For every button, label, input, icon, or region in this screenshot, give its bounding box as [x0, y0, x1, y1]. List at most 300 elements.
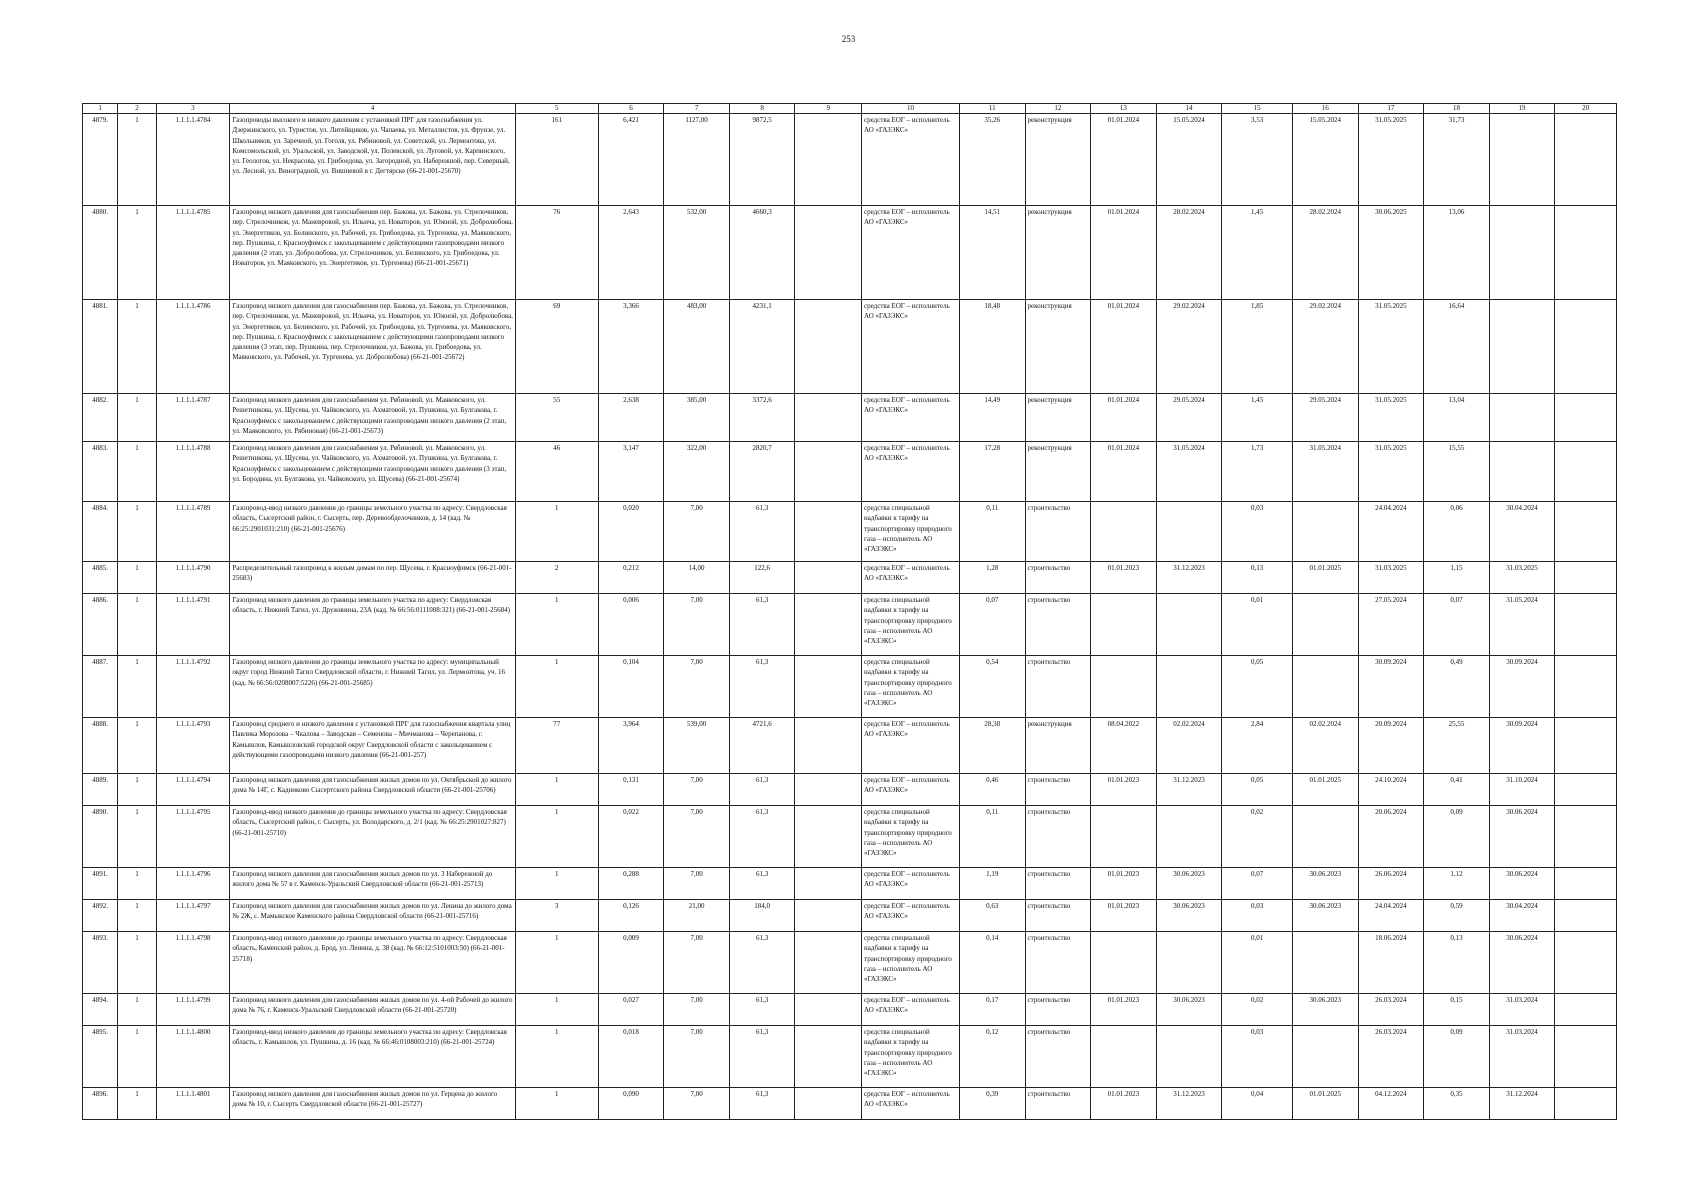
table-cell-col-9 — [795, 656, 862, 718]
table-cell-col-5: 55 — [515, 394, 598, 442]
table-cell-col-16: 30.06.2023 — [1292, 994, 1358, 1026]
table-cell-col-12: строительство — [1025, 900, 1091, 932]
table-cell-col-8: 4231,1 — [729, 300, 795, 394]
table-cell-col-18: 0,41 — [1424, 774, 1490, 806]
table-cell-col-11: 28,38 — [959, 718, 1025, 774]
table-cell-col-9 — [795, 502, 862, 562]
column-number-header: 1 — [83, 104, 118, 114]
table-cell-col-11: 0,11 — [959, 502, 1025, 562]
table-cell-col-9 — [795, 1026, 862, 1088]
table-cell-col-14: 30.06.2023 — [1156, 994, 1222, 1026]
table-cell-col-10: средства ЕОГ – исполнитель АО «ГАЗЭКС» — [862, 206, 960, 300]
table-cell-col-6: 3,147 — [598, 442, 664, 502]
table-cell-col-13: 01.01.2023 — [1091, 900, 1157, 932]
table-cell-col-17: 18.06.2024 — [1358, 932, 1424, 994]
table-cell-col-20 — [1555, 994, 1617, 1026]
table-cell-col-2: 1 — [118, 206, 156, 300]
table-cell-col-19: 30.09.2024 — [1489, 718, 1555, 774]
table-cell-col-3: 1.1.1.1.4793 — [156, 718, 230, 774]
table-cell-col-18: 1,12 — [1424, 868, 1490, 900]
table-cell-col-13: 01.01.2024 — [1091, 114, 1157, 206]
table-cell-col-11: 0,07 — [959, 594, 1025, 656]
table-cell-col-13 — [1091, 656, 1157, 718]
table-cell-col-5: 76 — [515, 206, 598, 300]
table-cell-col-7: 1127,00 — [664, 114, 730, 206]
table-cell-col-10: средства ЕОГ – исполнитель АО «ГАЗЭКС» — [862, 994, 960, 1026]
table-row — [83, 442, 1617, 502]
table-cell-col-4: Газопроводы высокого и низкого давления с установкой ПРГ для газоснабжения ул. Дзержинского, ул. Туристов, ул. Литейщиков, ул. Чапаева, ул. Металлистов, ул. Фрунзе, ул. Школьников, ул. Заречной, ул. Гоголя, ул. Рябиновой, ул. Советской, ул. Лермонтова, ул. Комсомольской, ул. Уральской, ул. Заводской, ул. Полевской, ул. Луговой, ул. Карпинского, ул. Геологов, ул. Некрасова, ул. Грибоедова, ул. Загородной, ул. Набережной, пер. Северный, ул. Лесной, ул. Виноградной, ул. Вишневой в г. Дегтярске (66-21-001-25670) — [230, 114, 516, 206]
table-cell-col-20 — [1555, 502, 1617, 562]
table-cell-col-17: 31.05.2025 — [1358, 394, 1424, 442]
table-cell-col-20 — [1555, 718, 1617, 774]
table-cell-col-10: средства ЕОГ – исполнитель АО «ГАЗЭКС» — [862, 300, 960, 394]
column-number-header: 11 — [959, 104, 1025, 114]
table-cell-col-19 — [1489, 442, 1555, 502]
table-cell-col-10: средства ЕОГ – исполнитель АО «ГАЗЭКС» — [862, 774, 960, 806]
table-cell-col-11: 14,49 — [959, 394, 1025, 442]
column-number-header: 4 — [230, 104, 516, 114]
table-cell-col-15: 0,13 — [1222, 562, 1293, 594]
table-cell-col-14 — [1156, 594, 1222, 656]
table-cell-col-19: 30.09.2024 — [1489, 656, 1555, 718]
table-cell-col-12: реконструкция — [1025, 718, 1091, 774]
table-cell-col-5: 161 — [515, 114, 598, 206]
table-cell-col-13: 01.01.2023 — [1091, 774, 1157, 806]
table-cell-col-3: 1.1.1.1.4796 — [156, 868, 230, 900]
table-cell-col-16: 15.05.2024 — [1292, 114, 1358, 206]
table-cell-col-18: 16,64 — [1424, 300, 1490, 394]
table-cell-col-5: 1 — [515, 1088, 598, 1120]
table-cell-col-3: 1.1.1.1.4798 — [156, 932, 230, 994]
table-cell-col-19: 31.12.2024 — [1489, 1088, 1555, 1120]
table-cell-col-9 — [795, 442, 862, 502]
table-cell-col-10: средства специальной надбавки к тарифу на транспортировку природного газа – исполнитель АО «ГАЗЭКС» — [862, 806, 960, 868]
table-cell-col-2: 1 — [118, 594, 156, 656]
table-cell-col-19: 30.06.2024 — [1489, 806, 1555, 868]
table-cell-col-5: 1 — [515, 502, 598, 562]
table-cell-col-5: 1 — [515, 1026, 598, 1088]
table-cell-col-12: реконструкция — [1025, 394, 1091, 442]
table-cell-col-1: 4882. — [83, 394, 118, 442]
table-cell-col-2: 1 — [118, 868, 156, 900]
table-cell-col-3: 1.1.1.1.4789 — [156, 502, 230, 562]
table-cell-col-13 — [1091, 502, 1157, 562]
table-cell-col-3: 1.1.1.1.4799 — [156, 994, 230, 1026]
table-cell-col-10: средства специальной надбавки к тарифу на транспортировку природного газа – исполнитель АО «ГАЗЭКС» — [862, 502, 960, 562]
table-cell-col-19: 31.10.2024 — [1489, 774, 1555, 806]
table-cell-col-18: 0,06 — [1424, 502, 1490, 562]
table-cell-col-12: строительство — [1025, 806, 1091, 868]
table-cell-col-12: реконструкция — [1025, 300, 1091, 394]
table-cell-col-17: 26.06.2024 — [1358, 868, 1424, 900]
table-cell-col-3: 1.1.1.1.4787 — [156, 394, 230, 442]
table-cell-col-19 — [1489, 394, 1555, 442]
table-cell-col-14: 31.05.2024 — [1156, 442, 1222, 502]
table-cell-col-8: 4660,3 — [729, 206, 795, 300]
column-number-header: 15 — [1222, 104, 1293, 114]
table-cell-col-8: 61,3 — [729, 502, 795, 562]
table-row — [83, 1088, 1617, 1120]
table-cell-col-12: строительство — [1025, 562, 1091, 594]
table-cell-col-4: Газопровод низкого давления до границы земельного участка по адресу: Свердловская область, г. Нижний Тагил, ул. Дружинина, 23А (кад. № 66:56:0111008:321) (66-21-001-25684) — [230, 594, 516, 656]
table-cell-col-4: Газопровод низкого давления для газоснабжения жилых домов по ул. Герцена до жилого дома № 10, г. Сысерть Свердловской области (66-21-001-25727) — [230, 1088, 516, 1120]
table-cell-col-20 — [1555, 394, 1617, 442]
table-cell-col-8: 61,3 — [729, 1026, 795, 1088]
table-cell-col-11: 0,46 — [959, 774, 1025, 806]
table-cell-col-3: 1.1.1.1.4786 — [156, 300, 230, 394]
table-cell-col-16: 01.01.2025 — [1292, 562, 1358, 594]
table-cell-col-15: 0,05 — [1222, 774, 1293, 806]
table-cell-col-1: 4889. — [83, 774, 118, 806]
table-cell-col-5: 1 — [515, 656, 598, 718]
table-row — [83, 932, 1617, 994]
table-cell-col-20 — [1555, 932, 1617, 994]
gas-pipeline-table — [82, 103, 1617, 1120]
column-number-header: 8 — [729, 104, 795, 114]
table-cell-col-6: 0,022 — [598, 806, 664, 868]
table-cell-col-14: 30.06.2023 — [1156, 900, 1222, 932]
table-cell-col-6: 2,643 — [598, 206, 664, 300]
table-cell-col-8: 184,0 — [729, 900, 795, 932]
table-cell-col-4: Газопровод низкого давления для газоснабжения жилых домов по ул. 3 Набережной до жилого дома № 57 в г. Каменск-Уральский Свердловской области (66-21-001-25713) — [230, 868, 516, 900]
table-row — [83, 806, 1617, 868]
table-cell-col-1: 4888. — [83, 718, 118, 774]
table-cell-col-17: 31.05.2025 — [1358, 114, 1424, 206]
table-cell-col-9 — [795, 394, 862, 442]
table-cell-col-16: 30.06.2023 — [1292, 868, 1358, 900]
table-cell-col-19: 30.06.2024 — [1489, 932, 1555, 994]
table-cell-col-19: 31.05.2024 — [1489, 594, 1555, 656]
column-number-header: 7 — [664, 104, 730, 114]
table-cell-col-5: 46 — [515, 442, 598, 502]
table-cell-col-7: 7,00 — [664, 594, 730, 656]
table-cell-col-16: 02.02.2024 — [1292, 718, 1358, 774]
table-cell-col-6: 0,288 — [598, 868, 664, 900]
table-cell-col-1: 4883. — [83, 442, 118, 502]
table-cell-col-5: 1 — [515, 594, 598, 656]
table-cell-col-13: 01.01.2024 — [1091, 394, 1157, 442]
table-cell-col-15: 3,53 — [1222, 114, 1293, 206]
table-cell-col-12: строительство — [1025, 1026, 1091, 1088]
table-cell-col-14: 30.06.2023 — [1156, 868, 1222, 900]
table-cell-col-7: 7,00 — [664, 502, 730, 562]
table-cell-col-10: средства ЕОГ – исполнитель АО «ГАЗЭКС» — [862, 562, 960, 594]
table-cell-col-12: строительство — [1025, 656, 1091, 718]
table-cell-col-7: 14,00 — [664, 562, 730, 594]
table-cell-col-9 — [795, 206, 862, 300]
table-cell-col-15: 0,02 — [1222, 806, 1293, 868]
table-cell-col-18: 0,35 — [1424, 1088, 1490, 1120]
table-cell-col-2: 1 — [118, 1088, 156, 1120]
table-cell-col-20 — [1555, 656, 1617, 718]
table-cell-col-16: 30.06.2023 — [1292, 900, 1358, 932]
column-number-header: 5 — [515, 104, 598, 114]
table-cell-col-4: Газопровод низкого давления для газоснабжения жилых домов по ул. Ленина до жилого дома № 2Ж, с. Мамыкское Каменского района Свердловской области (66-21-001-25716) — [230, 900, 516, 932]
table-cell-col-4: Газопровод-ввод низкого давления до границы земельного участка по адресу: Свердловская область, Каменский район, д. Брод, ул. Ленина, д. 38 (кад. № 66:12:5101003:50) (66-21-001-25718) — [230, 932, 516, 994]
table-cell-col-16 — [1292, 1026, 1358, 1088]
table-cell-col-8: 4721,6 — [729, 718, 795, 774]
table-cell-col-15: 1,45 — [1222, 206, 1293, 300]
table-cell-col-14 — [1156, 656, 1222, 718]
table-cell-col-15: 0,03 — [1222, 502, 1293, 562]
table-cell-col-17: 31.05.2025 — [1358, 300, 1424, 394]
table-cell-col-9 — [795, 868, 862, 900]
table-row — [83, 114, 1617, 206]
table-cell-col-6: 3,366 — [598, 300, 664, 394]
table-cell-col-17: 24.04.2024 — [1358, 900, 1424, 932]
table-cell-col-15: 0,01 — [1222, 932, 1293, 994]
table-cell-col-8: 61,3 — [729, 868, 795, 900]
table-cell-col-14: 31.12.2023 — [1156, 562, 1222, 594]
table-cell-col-9 — [795, 562, 862, 594]
table-cell-col-16 — [1292, 806, 1358, 868]
table-cell-col-11: 0,17 — [959, 994, 1025, 1026]
table-cell-col-12: реконструкция — [1025, 442, 1091, 502]
table-cell-col-7: 21,00 — [664, 900, 730, 932]
table-cell-col-12: реконструкция — [1025, 114, 1091, 206]
table-row — [83, 868, 1617, 900]
table-cell-col-17: 04.12.2024 — [1358, 1088, 1424, 1120]
table-cell-col-6: 2,638 — [598, 394, 664, 442]
table-cell-col-13 — [1091, 932, 1157, 994]
table-cell-col-16: 01.01.2025 — [1292, 774, 1358, 806]
table-cell-col-2: 1 — [118, 806, 156, 868]
table-cell-col-1: 4893. — [83, 932, 118, 994]
column-number-header: 20 — [1555, 104, 1617, 114]
table-cell-col-19: 30.06.2024 — [1489, 868, 1555, 900]
table-cell-col-13: 01.01.2024 — [1091, 300, 1157, 394]
table-cell-col-18: 31,73 — [1424, 114, 1490, 206]
table-row — [83, 562, 1617, 594]
table-cell-col-18: 0,13 — [1424, 932, 1490, 994]
table-row — [83, 1026, 1617, 1088]
table-cell-col-10: средства ЕОГ – исполнитель АО «ГАЗЭКС» — [862, 1088, 960, 1120]
table-cell-col-4: Газопровод низкого давления для газоснабжения пер. Бажова, ул. Бажова, ул. Стрелочников, пер. Стрелочников, ул. Маневровой, ул. Ильича, ул. Новаторов, ул. Южной, ул. Добролюбова, ул. Энергетиков, ул. Белинского, ул. Рабочей, ул. Грибоедова, ул. Тургенева, ул. Маяковского, пер. Пушкина, г. Красноуфимск с закольцеванием с действующими газопроводами низкого давления (2 этап, ул. Добролюбова, ул. Стрелочников, ул. Белинского, ул. Грибоедова, ул. Новаторов, ул. Маяковского, ул. Энергетиков, ул. Тургенева) (66-21-001-25671) — [230, 206, 516, 300]
table-cell-col-16: 29.05.2024 — [1292, 394, 1358, 442]
table-cell-col-3: 1.1.1.1.4784 — [156, 114, 230, 206]
table-cell-col-13 — [1091, 806, 1157, 868]
table-cell-col-17: 24.04.2024 — [1358, 502, 1424, 562]
table-cell-col-1: 4887. — [83, 656, 118, 718]
table-cell-col-2: 1 — [118, 562, 156, 594]
table-cell-col-19 — [1489, 114, 1555, 206]
table-cell-col-9 — [795, 1088, 862, 1120]
table-cell-col-7: 7,00 — [664, 932, 730, 994]
table-cell-col-7: 7,00 — [664, 806, 730, 868]
table-cell-col-3: 1.1.1.1.4790 — [156, 562, 230, 594]
table-cell-col-9 — [795, 900, 862, 932]
table-cell-col-5: 77 — [515, 718, 598, 774]
table-cell-col-16 — [1292, 656, 1358, 718]
table-row — [83, 718, 1617, 774]
table-cell-col-17: 31.03.2025 — [1358, 562, 1424, 594]
table-cell-col-17: 30.09.2024 — [1358, 656, 1424, 718]
table-cell-col-12: строительство — [1025, 594, 1091, 656]
table-row — [83, 394, 1617, 442]
table-cell-col-16: 01.01.2025 — [1292, 1088, 1358, 1120]
table-cell-col-2: 1 — [118, 394, 156, 442]
table-cell-col-20 — [1555, 774, 1617, 806]
table-cell-col-4: Газопровод среднего и низкого давления с установкой ПРГ для газоснабжения квартала улиц Павлика Морозова – Чкалова – Заводская – Семенова – Мичманова – Черепанова, г. Камышлов, Камышловский городской округ Свердловской области с закольцеванием с действующими газопроводами низкого давления (66-21-001-257) — [230, 718, 516, 774]
table-cell-col-7: 483,00 — [664, 300, 730, 394]
table-cell-col-4: Газопровод низкого давления для газоснабжения жилых домов по ул. Октябрьской до жилого дома № 14Г, с. Кадниково Сысертского района Свердловской области (66-21-001-25706) — [230, 774, 516, 806]
table-cell-col-7: 7,00 — [664, 1088, 730, 1120]
table-cell-col-10: средства специальной надбавки к тарифу на транспортировку природного газа – исполнитель АО «ГАЗЭКС» — [862, 656, 960, 718]
table-cell-col-9 — [795, 114, 862, 206]
table-cell-col-1: 4891. — [83, 868, 118, 900]
table-cell-col-2: 1 — [118, 300, 156, 394]
table-cell-col-14: 31.12.2023 — [1156, 1088, 1222, 1120]
table-cell-col-8: 61,3 — [729, 994, 795, 1026]
table-cell-col-20 — [1555, 806, 1617, 868]
table-cell-col-8: 122,6 — [729, 562, 795, 594]
table-cell-col-5: 2 — [515, 562, 598, 594]
table-cell-col-10: средства ЕОГ – исполнитель АО «ГАЗЭКС» — [862, 394, 960, 442]
table-cell-col-12: строительство — [1025, 994, 1091, 1026]
table-cell-col-8: 61,3 — [729, 932, 795, 994]
table-cell-col-16: 31.05.2024 — [1292, 442, 1358, 502]
table-cell-col-7: 532,00 — [664, 206, 730, 300]
table-cell-col-20 — [1555, 1088, 1617, 1120]
column-number-header: 10 — [862, 104, 960, 114]
table-cell-col-20 — [1555, 206, 1617, 300]
table-cell-col-13: 08.04.2022 — [1091, 718, 1157, 774]
table-cell-col-4: Газопровод низкого давления для газоснабжения ул. Рябиновой, ул. Маяковского, ул. Решетникова, ул. Щусева, ул. Чайковского, ул. Ахматовой, ул. Пушкина, ул. Булгакова, г. Красноуфимск с закольцеванием с действующими газопроводами низкого давления (3 этап, ул. Бородина, ул. Булгакова, ул. Чайковского, ул. Щусева) (66-21-001-25674) — [230, 442, 516, 502]
table-cell-col-6: 0,131 — [598, 774, 664, 806]
table-cell-col-1: 4892. — [83, 900, 118, 932]
table-cell-col-18: 0,07 — [1424, 594, 1490, 656]
table-cell-col-11: 1,19 — [959, 868, 1025, 900]
table-cell-col-8: 2820,7 — [729, 442, 795, 502]
table-cell-col-19 — [1489, 206, 1555, 300]
table-cell-col-10: средства специальной надбавки к тарифу на транспортировку природного газа – исполнитель АО «ГАЗЭКС» — [862, 932, 960, 994]
table-cell-col-18: 0,09 — [1424, 1026, 1490, 1088]
table-cell-col-2: 1 — [118, 932, 156, 994]
table-cell-col-16 — [1292, 502, 1358, 562]
table-cell-col-14: 31.12.2023 — [1156, 774, 1222, 806]
table-cell-col-9 — [795, 994, 862, 1026]
table-cell-col-7: 385,00 — [664, 394, 730, 442]
table-cell-col-16: 28.02.2024 — [1292, 206, 1358, 300]
table-cell-col-20 — [1555, 562, 1617, 594]
table-cell-col-3: 1.1.1.1.4785 — [156, 206, 230, 300]
table-cell-col-6: 0,018 — [598, 1026, 664, 1088]
table-row — [83, 206, 1617, 300]
table-cell-col-10: средства ЕОГ – исполнитель АО «ГАЗЭКС» — [862, 718, 960, 774]
table-cell-col-4: Газопровод низкого давления до границы земельного участка по адресу: муниципальный округ город Нижний Тагил Свердловской области, г. Нижний Тагил, ул. Лермонтова, уч. 16 (кад. № 66:56:0208007:5226) (66-21-001-25685) — [230, 656, 516, 718]
table-cell-col-6: 0,090 — [598, 1088, 664, 1120]
table-cell-col-1: 4890. — [83, 806, 118, 868]
table-cell-col-18: 25,55 — [1424, 718, 1490, 774]
table-cell-col-17: 26.03.2024 — [1358, 1026, 1424, 1088]
table-cell-col-20 — [1555, 868, 1617, 900]
table-cell-col-14 — [1156, 502, 1222, 562]
table-cell-col-17: 26.03.2024 — [1358, 994, 1424, 1026]
table-row — [83, 502, 1617, 562]
table-cell-col-6: 0,104 — [598, 656, 664, 718]
table-cell-col-2: 1 — [118, 994, 156, 1026]
table-cell-col-9 — [795, 806, 862, 868]
column-number-header: 14 — [1156, 104, 1222, 114]
table-cell-col-15: 1,85 — [1222, 300, 1293, 394]
table-cell-col-4: Распределительный газопровод к жилым домам по пер. Щусева, г. Красноуфимск (66-21-001-25683) — [230, 562, 516, 594]
table-row — [83, 300, 1617, 394]
table-cell-col-3: 1.1.1.1.4791 — [156, 594, 230, 656]
table-cell-col-14 — [1156, 932, 1222, 994]
table-cell-col-5: 1 — [515, 932, 598, 994]
table-cell-col-7: 7,00 — [664, 994, 730, 1026]
table-cell-col-8: 61,3 — [729, 806, 795, 868]
table-cell-col-10: средства ЕОГ – исполнитель АО «ГАЗЭКС» — [862, 868, 960, 900]
table-cell-col-15: 0,03 — [1222, 900, 1293, 932]
table-cell-col-19 — [1489, 300, 1555, 394]
table-cell-col-6: 0,020 — [598, 502, 664, 562]
table-cell-col-17: 31.05.2025 — [1358, 442, 1424, 502]
table-cell-col-12: строительство — [1025, 868, 1091, 900]
table-cell-col-8: 61,3 — [729, 1088, 795, 1120]
table-cell-col-1: 4895. — [83, 1026, 118, 1088]
table-cell-col-15: 0,03 — [1222, 1026, 1293, 1088]
table-cell-col-19: 30.04.2024 — [1489, 502, 1555, 562]
table-cell-col-18: 0,49 — [1424, 656, 1490, 718]
table-cell-col-8: 3372,6 — [729, 394, 795, 442]
table-cell-col-8: 61,3 — [729, 594, 795, 656]
column-number-header: 19 — [1489, 104, 1555, 114]
column-number-header: 2 — [118, 104, 156, 114]
table-cell-col-2: 1 — [118, 114, 156, 206]
table-cell-col-13: 01.01.2024 — [1091, 206, 1157, 300]
table-cell-col-18: 15,55 — [1424, 442, 1490, 502]
table-cell-col-15: 2,84 — [1222, 718, 1293, 774]
table-cell-col-11: 14,51 — [959, 206, 1025, 300]
table-cell-col-20 — [1555, 442, 1617, 502]
table-cell-col-14 — [1156, 1026, 1222, 1088]
table-cell-col-1: 4886. — [83, 594, 118, 656]
table-cell-col-5: 1 — [515, 774, 598, 806]
table-cell-col-1: 4884. — [83, 502, 118, 562]
table-cell-col-13: 01.01.2023 — [1091, 868, 1157, 900]
table-cell-col-9 — [795, 774, 862, 806]
table-cell-col-17: 20.06.2024 — [1358, 806, 1424, 868]
column-number-header: 13 — [1091, 104, 1157, 114]
table-cell-col-4: Газопровод низкого давления для газоснабжения пер. Бажова, ул. Бажова, ул. Стрелочников, пер. Стрелочников, ул. Маневровой, ул. Ильича, ул. Новаторов, ул. Южной, ул. Добролюбова, ул. Энергетиков, ул. Белинского, ул. Рабочей, ул. Грибоедова, ул. Тургенева, ул. Маяковского, пер. Пушкина, г. Красноуфимск с закольцеванием с действующими газопроводами низкого давления (3 этап, пер. Пушкина, пер. Стрелочников, ул. Бажова, ул. Грибоедова, ул. Маяковского, ул. Рабочей, ул. Тургенева, ул. Добролюбова) (66-21-001-25672) — [230, 300, 516, 394]
table-cell-col-19: 31.03.2025 — [1489, 562, 1555, 594]
table-cell-col-2: 1 — [118, 900, 156, 932]
table-cell-col-19: 30.04.2024 — [1489, 900, 1555, 932]
table-cell-col-12: строительство — [1025, 932, 1091, 994]
table-cell-col-3: 1.1.1.1.4795 — [156, 806, 230, 868]
table-cell-col-7: 7,00 — [664, 868, 730, 900]
table-cell-col-15: 0,01 — [1222, 594, 1293, 656]
table-cell-col-2: 1 — [118, 1026, 156, 1088]
table-cell-col-6: 0,126 — [598, 900, 664, 932]
table-cell-col-3: 1.1.1.1.4801 — [156, 1088, 230, 1120]
column-number-header: 18 — [1424, 104, 1490, 114]
table-cell-col-13 — [1091, 594, 1157, 656]
table-row — [83, 900, 1617, 932]
table-cell-col-11: 35,26 — [959, 114, 1025, 206]
table-row — [83, 656, 1617, 718]
table-cell-col-9 — [795, 300, 862, 394]
table-cell-col-19: 31.03.2024 — [1489, 1026, 1555, 1088]
table-cell-col-8: 61,3 — [729, 774, 795, 806]
table-cell-col-3: 1.1.1.1.4792 — [156, 656, 230, 718]
table-cell-col-12: строительство — [1025, 774, 1091, 806]
table-cell-col-6: 0,009 — [598, 932, 664, 994]
column-number-header: 6 — [598, 104, 664, 114]
table-cell-col-2: 1 — [118, 656, 156, 718]
table-cell-col-2: 1 — [118, 718, 156, 774]
